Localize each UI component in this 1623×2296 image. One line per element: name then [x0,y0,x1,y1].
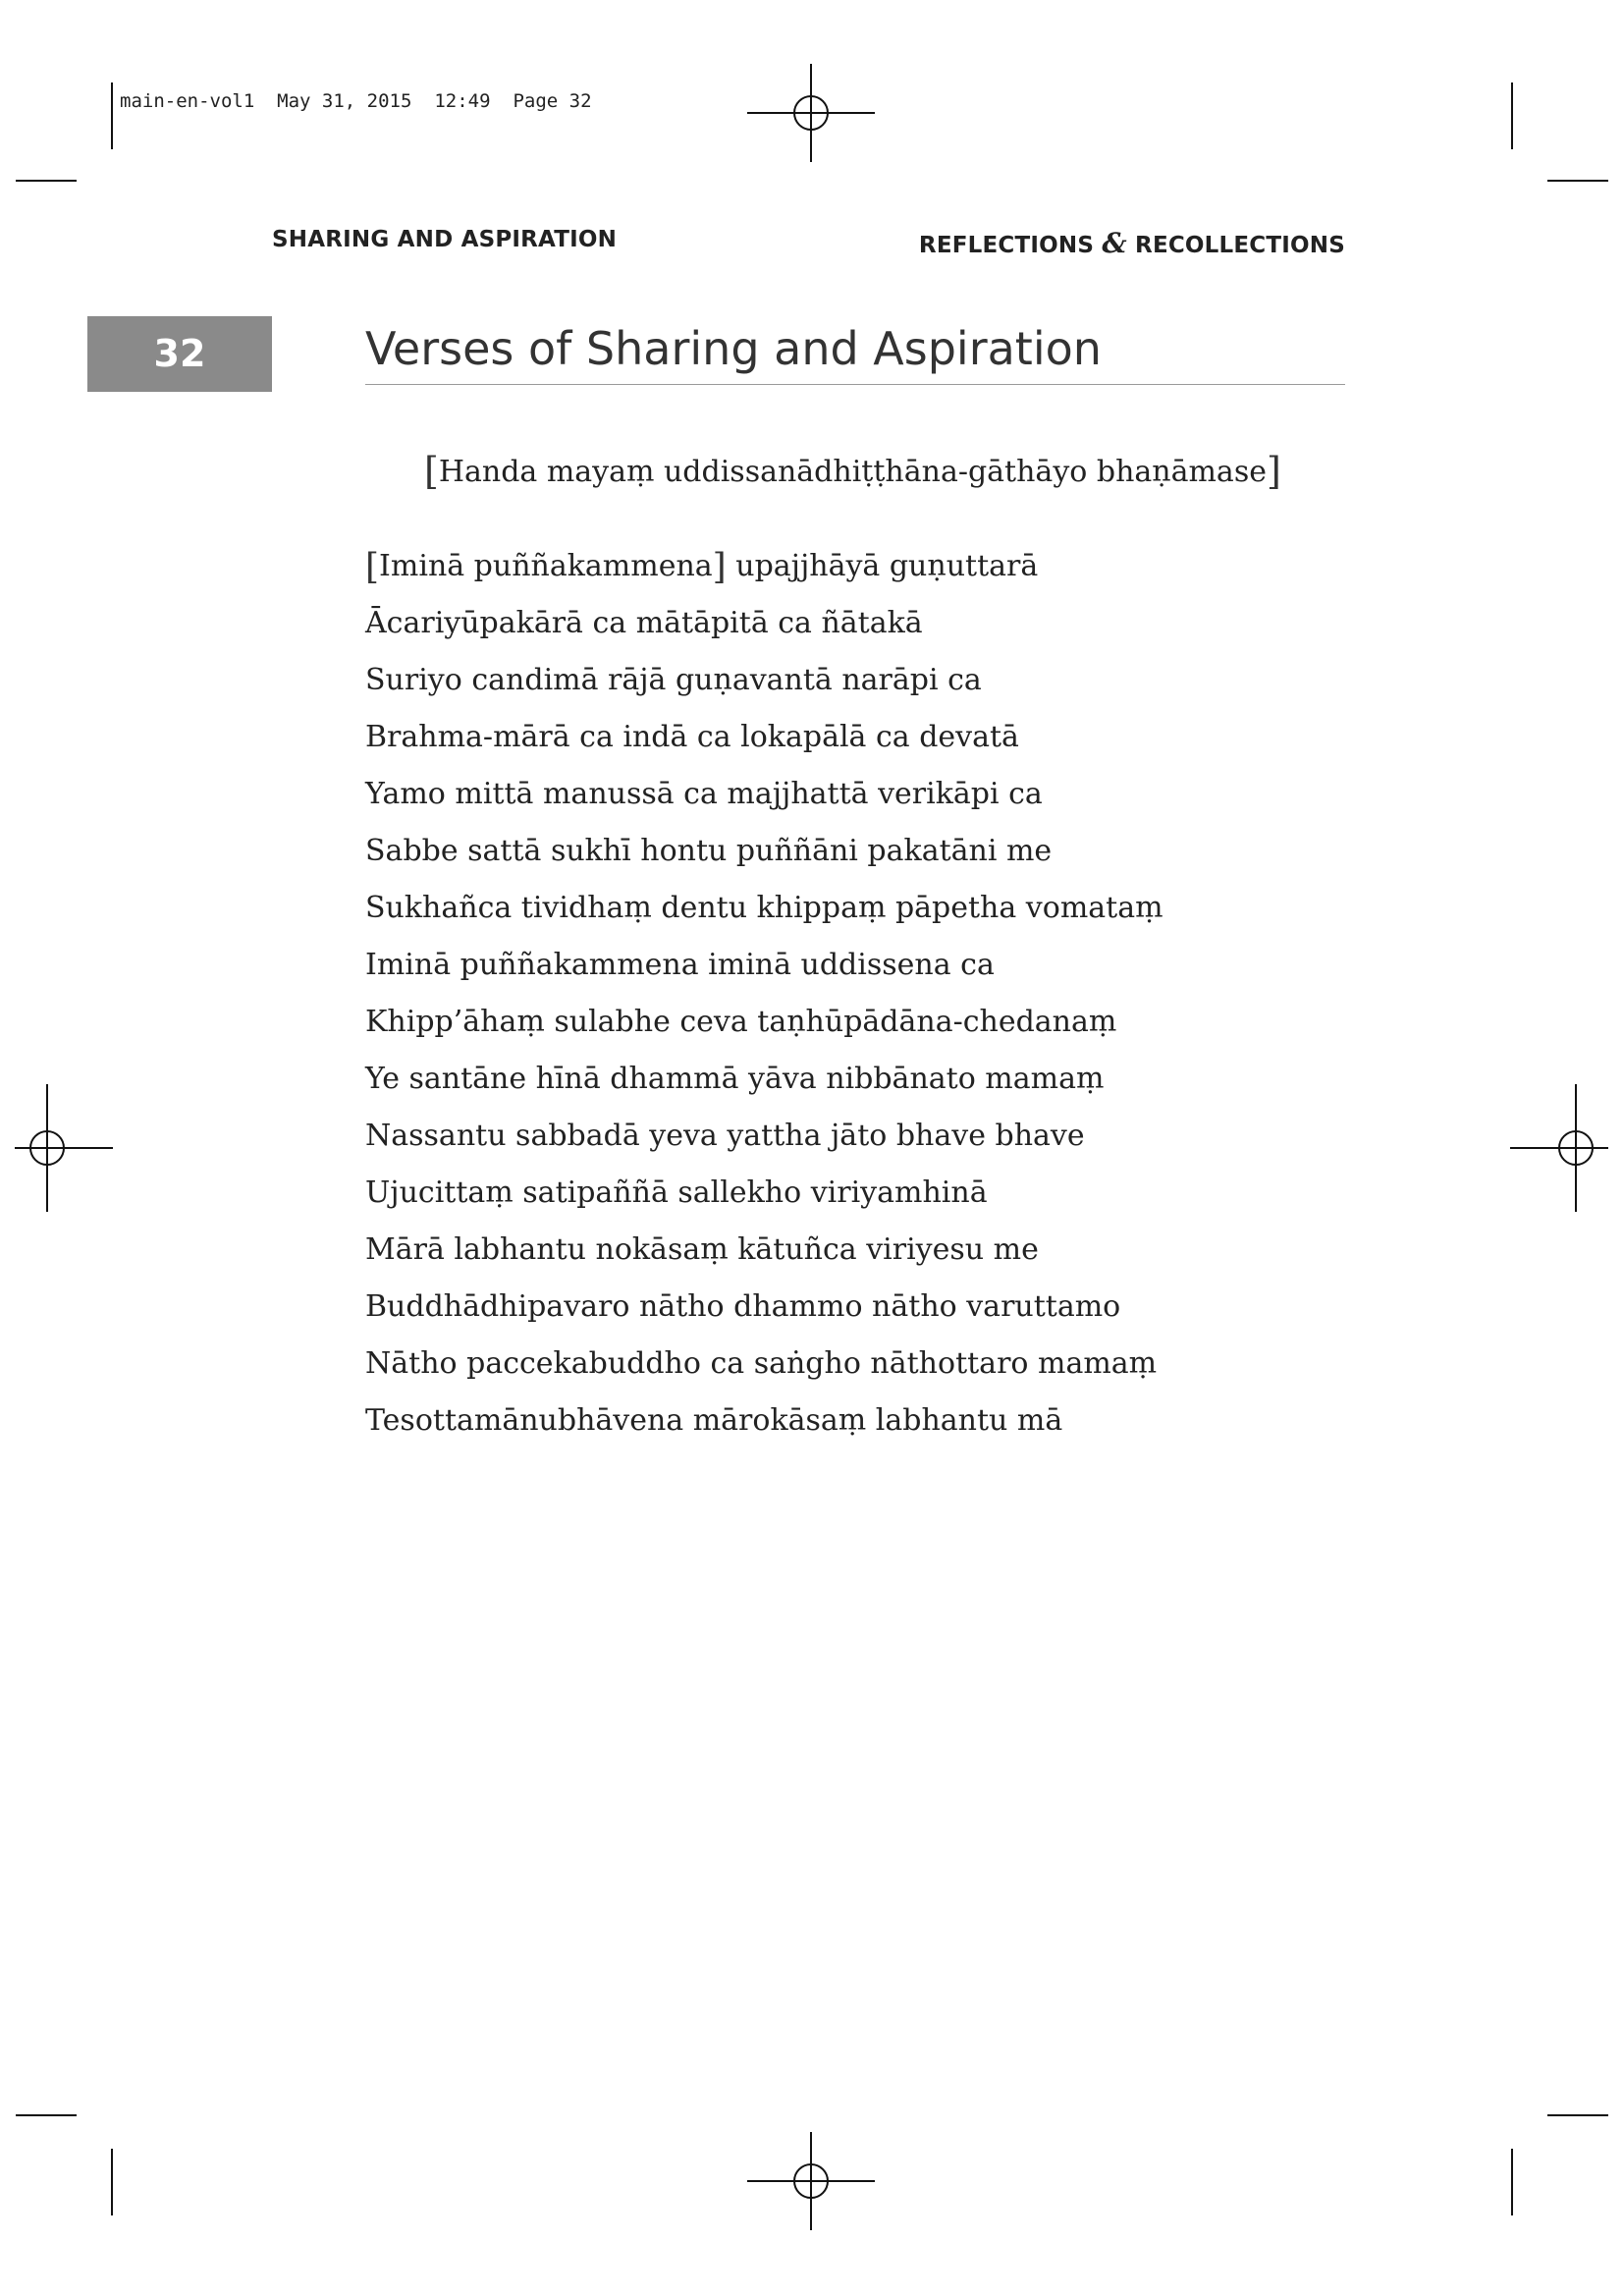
verse-line: Suriyo candimā rājā guṇavantā narāpi ca [365,663,982,697]
crop-mark-bottom-left-horizontal [16,2114,77,2116]
slug-file: main-en-vol1 [120,90,255,112]
verse-line-1-rest: upajjhāyā guṇuttarā [735,549,1039,583]
running-head-ampersand: & [1102,227,1127,259]
slug-page: Page 32 [513,90,592,112]
verse-list [365,538,1163,1449]
printer-slug [120,90,592,112]
crop-mark-bottom-left-vertical [111,2149,113,2215]
crop-mark-top-left-horizontal [16,180,77,182]
registration-mark-top [747,49,875,177]
verse-open-bracket: [ [365,547,380,587]
invocation-line [424,450,1281,493]
registration-mark-bottom [747,2117,875,2245]
running-head-right [919,227,1345,259]
registration-mark-right [1495,1084,1623,1212]
invocation-close-bracket: ] [1266,450,1281,493]
verse-line: Nātho paccekabuddho ca saṅgho nāthottaro mamaṃ [365,1346,1158,1381]
running-head-right-part-b: RECOLLECTIONS [1135,233,1345,258]
slug-time: 12:49 [434,90,491,112]
verse-line: Buddhādhipavaro nātho dhammo nātho varuttamo [365,1289,1121,1324]
crop-mark-top-right-vertical [1511,82,1513,149]
verse-line: Ye santāne hīnā dhammā yāva nibbānato mamaṃ [365,1062,1105,1096]
page-title: Verses of Sharing and Aspiration [365,324,1345,385]
verse-line: Tesottamānubhāvena mārokāsaṃ labhantu mā [365,1403,1063,1438]
verse-line: Nassantu sabbadā yeva yattha jāto bhave bhave [365,1119,1085,1153]
verse-line: Ujucittaṃ satipaññā sallekho viriyamhinā [365,1175,988,1210]
verse-line: Mārā labhantu nokāsaṃ kātuñca viriyesu me [365,1232,1039,1267]
slug-date: May 31, 2015 [277,90,412,112]
verse-line: Khipp’āhaṃ sulabhe ceva taṇhūpādāna-chedanaṃ [365,1005,1117,1039]
invocation-open-bracket: [ [424,450,439,493]
crop-mark-bottom-right-vertical [1511,2149,1513,2215]
verse-bracketed-text: Iminā puññakammena [379,549,713,583]
verse-line: Yamo mittā manussā ca majjhattā verikāpi ca [365,777,1043,811]
registration-mark-left [0,1084,128,1212]
crop-mark-top-left-vertical [111,82,113,149]
verse-close-bracket: ] [712,547,727,587]
verse-line: Iminā puññakammena iminā uddissena ca [365,948,995,982]
invocation-text: Handa mayaṃ uddissanādhiṭṭhāna-gāthāyo bhaṇāmase [438,455,1267,489]
crop-mark-bottom-right-horizontal [1547,2114,1608,2116]
running-head-left: SHARING AND ASPIRATION [272,227,618,252]
verse-line: Sukhañca tividhaṃ dentu khippaṃ pāpetha vomataṃ [365,891,1163,925]
verse-line: Ācariyūpakārā ca mātāpitā ca ñātakā [365,606,923,640]
verse-line: Brahma-mārā ca indā ca lokapālā ca devatā [365,720,1019,754]
verse-line: Sabbe sattā sukhī hontu puññāni pakatāni me [365,834,1053,868]
running-head-right-part-a: REFLECTIONS [918,233,1095,258]
page-number-badge: 32 [87,316,272,392]
verse-line-1 [365,538,1163,595]
crop-mark-top-right-horizontal [1547,180,1608,182]
